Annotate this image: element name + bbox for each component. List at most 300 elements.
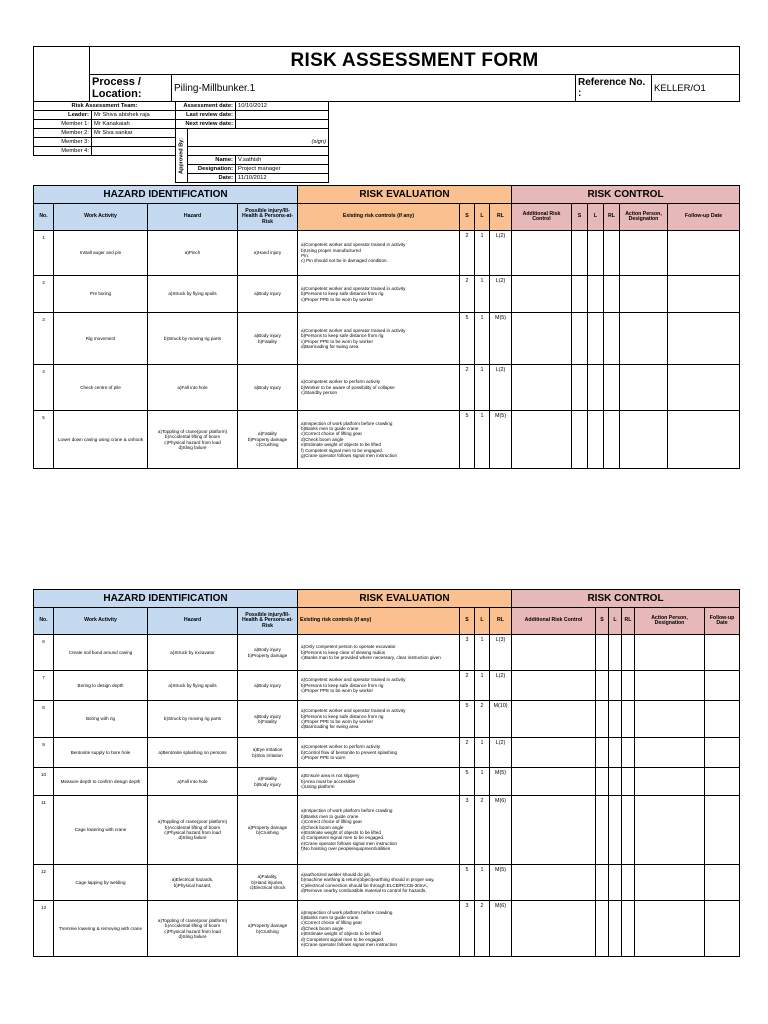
- table-row: [34, 635, 740, 671]
- control-item: b)Persons to keep safe distance from rig: [301, 682, 384, 688]
- control-item: c)Proper PPE to be worn by worker: [301, 338, 373, 344]
- hazard-line: d)Sling failure: [178, 835, 207, 841]
- hazard-line: c)Physical hazard from load: [164, 830, 221, 835]
- risk-control-empty-cell: [620, 313, 668, 365]
- table-row: [34, 365, 740, 411]
- risk-control-empty-cell: [609, 865, 622, 901]
- risk-control-empty-cell: [609, 901, 622, 957]
- member2-label: Member 2:: [34, 129, 92, 138]
- risk-control-empty-cell: [512, 738, 596, 768]
- risk-control-empty-cell: [596, 901, 609, 957]
- risk-control-empty-cell: [512, 701, 596, 738]
- control-item: a)Inspection of work platform before crawling: [301, 808, 393, 814]
- control-item: e)Estimate weight of objects to be lifted: [301, 830, 381, 835]
- risk-control-empty-cell: [512, 635, 596, 671]
- work-activity-cell: Measure depth to confirm design depth: [54, 768, 148, 796]
- hazard-cell: [148, 738, 238, 768]
- risk-control-empty-cell: [588, 313, 604, 365]
- work-activity-cell: Create soil bund around casing: [54, 635, 148, 671]
- table-row: [34, 768, 740, 796]
- injury-line: b)Fatality: [258, 338, 277, 344]
- control-item: e)Estimate weight of objects to be lifted: [301, 931, 381, 937]
- risk-control-empty-cell: [668, 276, 740, 313]
- control-item: d) Competent signal men to be engaged.: [301, 835, 385, 841]
- likelihood-cell: 2: [475, 901, 490, 957]
- risk-control-empty-cell: [596, 635, 609, 671]
- risk-control-empty-cell: [512, 313, 572, 365]
- injury-line: a)Fatality: [258, 776, 277, 782]
- risk-control-empty-cell: [705, 635, 740, 671]
- injury-line: b)Crushing: [256, 928, 279, 934]
- process-location-label: Process / Location:: [90, 75, 172, 102]
- injury-line: a)Fatality,: [257, 874, 278, 880]
- likelihood-cell: 2: [475, 701, 490, 738]
- member4-value: [92, 147, 176, 156]
- risk-level-cell: M(6): [490, 901, 512, 957]
- process-location-value: Piling-Millbunker.1: [172, 75, 576, 102]
- col-likelihood: L: [475, 204, 490, 231]
- risk-control-empty-cell: [512, 671, 596, 701]
- hazard-cell: [148, 796, 238, 865]
- hazard-identification-header: HAZARD IDENTIFICATION: [34, 186, 298, 204]
- risk-control-empty-cell: [609, 738, 622, 768]
- col-no: No.: [34, 204, 54, 231]
- risk-control-empty-cell: [512, 276, 572, 313]
- risk-control-empty-cell: [604, 231, 620, 276]
- leader-value: Mr Shiva abishek raja: [92, 111, 176, 120]
- table-row: [34, 411, 740, 469]
- control-item: e)Crane operator follows signal men instruction: [301, 840, 398, 846]
- table-row: [34, 901, 740, 957]
- risk-control-empty-cell: [588, 365, 604, 411]
- severity-cell: 2: [460, 231, 475, 276]
- hazard-line: a)Pinch: [184, 250, 201, 256]
- table-row: [34, 738, 740, 768]
- likelihood-cell: 1: [475, 635, 490, 671]
- control-item: a)Inspection of work platform before crawling: [301, 909, 393, 915]
- injury-cell: [238, 865, 298, 901]
- risk-control-empty-cell: [622, 671, 635, 701]
- control-item: a)Competent worker and operator trained in activity: [301, 285, 406, 291]
- injury-line: b)Skin irritation: [252, 752, 283, 758]
- injury-line: b)Fatality: [258, 719, 277, 724]
- member4-label: Member 4:: [34, 147, 92, 156]
- hazard-cell: [148, 635, 238, 671]
- row-number: 13: [34, 901, 54, 957]
- injury-line: b)Crushing: [256, 830, 279, 835]
- col-injury: Possible injury/Ill-Health & Persons-at-Risk: [238, 608, 298, 635]
- severity-cell: 3: [460, 796, 475, 865]
- injury-cell: [238, 701, 298, 738]
- existing-controls-cell: [298, 365, 460, 411]
- work-activity-cell: Boring to design depth: [54, 671, 148, 701]
- control-item: b)Banks men to guide crane: [301, 425, 359, 431]
- control-item: c)Correct choice of lifting gear: [301, 431, 363, 437]
- hazard-cell: [148, 768, 238, 796]
- severity-cell: 3: [460, 635, 475, 671]
- control-item: a)Competent worker and operator trained in activity: [301, 242, 406, 248]
- hazard-line: a)Toppling of crane(poor platform): [157, 428, 228, 434]
- row-number: 9: [34, 738, 54, 768]
- hazard-line: a)Struck by flying spoils: [168, 291, 217, 297]
- likelihood-cell: 1: [475, 313, 490, 365]
- col-existing-controls: Existing risk controls (if any): [298, 608, 460, 635]
- col-action-person: Action Person, Designation: [635, 608, 705, 635]
- injury-line: a)Body injury: [254, 333, 281, 339]
- existing-controls-cell: [298, 276, 460, 313]
- work-activity-cell: Rig movement: [54, 313, 148, 365]
- likelihood-cell: 1: [475, 231, 490, 276]
- injury-cell: [238, 411, 298, 469]
- hazard-line: d)Sling failure: [178, 933, 207, 939]
- row-number: 11: [34, 796, 54, 865]
- risk-evaluation-header: RISK EVALUATION: [298, 590, 512, 608]
- likelihood-cell: 2: [475, 796, 490, 865]
- col-work-activity: Work Activity: [54, 204, 148, 231]
- col-hazard: Hazard: [148, 204, 238, 231]
- hazard-line: a)Toppling of crane(poor platform): [157, 819, 228, 825]
- hazard-line: b)Accidental lifting of boom: [164, 434, 221, 440]
- risk-control-empty-cell: [596, 671, 609, 701]
- risk-control-empty-cell: [635, 635, 705, 671]
- risk-control-empty-cell: [705, 796, 740, 865]
- control-item: b)Banks men to guide crane: [301, 914, 359, 920]
- work-activity-cell: Pre boring: [54, 276, 148, 313]
- control-item: c)Banks man to be provided where necessary, clear instruction given: [301, 655, 441, 661]
- injury-cell: [238, 231, 298, 276]
- risk-control-empty-cell: [622, 635, 635, 671]
- col-followup-date: Follow-up Date: [668, 204, 740, 231]
- control-item: d)Check boom angle: [301, 824, 344, 830]
- header-blank-cell: [34, 75, 90, 102]
- row-number: 7: [34, 671, 54, 701]
- control-item: c)Using platform: [301, 784, 335, 790]
- risk-control-empty-cell: [588, 411, 604, 469]
- severity-cell: 2: [460, 365, 475, 411]
- hazard-cell: [148, 231, 238, 276]
- injury-line: a)Property damage: [247, 923, 288, 929]
- control-item: c)Standby person: [301, 390, 338, 396]
- col-control-severity: S: [572, 204, 588, 231]
- col-followup-date: Follow-up Date: [705, 608, 740, 635]
- risk-control-empty-cell: [622, 901, 635, 957]
- hazard-line: a)Fall into hole: [177, 778, 208, 784]
- control-item: c)Proper PPE to worn: [301, 755, 346, 761]
- likelihood-cell: 1: [475, 365, 490, 411]
- control-item: d)Check boom angle: [301, 925, 344, 931]
- row-number: 5: [34, 411, 54, 469]
- approver-name-label: Name:: [188, 156, 236, 165]
- risk-control-empty-cell: [635, 901, 705, 957]
- risk-control-empty-cell: [572, 411, 588, 469]
- risk-control-empty-cell: [705, 701, 740, 738]
- risk-control-empty-cell: [512, 411, 572, 469]
- col-control-risk-level: RL: [604, 204, 620, 231]
- control-item: d)Remove nearby combustible material to control for hazards,: [301, 887, 427, 893]
- risk-control-empty-cell: [668, 231, 740, 276]
- likelihood-cell: 1: [475, 411, 490, 469]
- col-additional-control: Additional Risk Control: [512, 204, 572, 231]
- work-activity-cell: Install auger and pin: [54, 231, 148, 276]
- control-item: d)Check boom angle: [301, 436, 344, 442]
- risk-control-empty-cell: [705, 738, 740, 768]
- likelihood-cell: 1: [475, 768, 490, 796]
- hazard-cell: [148, 411, 238, 469]
- form-title: RISK ASSESSMENT FORM: [90, 47, 740, 75]
- risk-rows-page1: [34, 231, 740, 469]
- hazard-line: a)Electrical hazards,: [171, 877, 214, 883]
- severity-cell: 5: [460, 411, 475, 469]
- work-activity-cell: Boring with rig: [54, 701, 148, 738]
- control-item: c)Proper PPE to be worn by worker: [301, 296, 373, 302]
- hazard-line: b)Accidental lifting of boom: [164, 824, 221, 830]
- control-item: Pin.: [301, 253, 309, 258]
- injury-line: a)Body injury: [254, 384, 281, 390]
- hazard-line: c)Physical hazard from load: [164, 928, 221, 934]
- risk-control-empty-cell: [596, 738, 609, 768]
- col-control-severity: S: [596, 608, 609, 635]
- next-review-value: [236, 120, 329, 129]
- injury-cell: [238, 768, 298, 796]
- hazard-cell: [148, 276, 238, 313]
- injury-cell: [238, 635, 298, 671]
- member3-label: Member 3:: [34, 138, 92, 147]
- risk-level-cell: L(2): [490, 365, 512, 411]
- existing-controls-cell: [298, 231, 460, 276]
- risk-control-empty-cell: [588, 231, 604, 276]
- member2-value: Mr Siva sankar: [92, 129, 176, 138]
- col-likelihood: L: [475, 608, 490, 635]
- risk-control-empty-cell: [635, 671, 705, 701]
- risk-control-empty-cell: [596, 865, 609, 901]
- col-additional-control: Additional Risk Control: [512, 608, 596, 635]
- injury-line: c)Crushing: [256, 442, 279, 448]
- control-item: b)Control flow of bentonite to prevent splashing: [301, 749, 398, 755]
- risk-control-empty-cell: [588, 276, 604, 313]
- risk-level-cell: L(3): [490, 635, 512, 671]
- control-item: g)Crane operator follows signal men instruction: [301, 453, 398, 459]
- severity-cell: 5: [460, 701, 475, 738]
- control-item: f)No hoisting over people/equipment/utilities: [301, 846, 391, 852]
- risk-level-cell: L(2): [490, 671, 512, 701]
- injury-line: b)Property damage: [247, 652, 288, 658]
- risk-control-empty-cell: [609, 635, 622, 671]
- risk-control-empty-cell: [512, 901, 596, 957]
- existing-controls-cell: [298, 768, 460, 796]
- row-number: 2: [34, 276, 54, 313]
- col-risk-level: RL: [490, 608, 512, 635]
- col-existing-controls: Existing risk controls (if any): [298, 204, 460, 231]
- risk-control-header: RISK CONTROL: [512, 186, 740, 204]
- control-item: b)Worker to be aware of possibility of collapse: [301, 384, 395, 390]
- risk-level-cell: M(6): [490, 796, 512, 865]
- risk-control-empty-cell: [635, 865, 705, 901]
- risk-control-empty-cell: [609, 796, 622, 865]
- hazard-line: b)Struck by moving rig parts: [163, 716, 222, 722]
- risk-control-header: RISK CONTROL: [512, 590, 740, 608]
- control-item: a)Competent worker and operator trained in activity: [301, 708, 406, 714]
- assessment-team-table: [33, 101, 329, 183]
- control-item: a)Competent worker to perform activity: [301, 379, 381, 385]
- member3-value: [92, 138, 176, 147]
- existing-controls-cell: [298, 738, 460, 768]
- hazard-line: a)Struck by flying spoils: [168, 682, 217, 688]
- col-injury: Possible injury/Ill-Health & Persons-at-Risk: [238, 204, 298, 231]
- work-activity-cell: Cage lowering with crane: [54, 796, 148, 865]
- injury-line: b)Property damage: [247, 436, 288, 442]
- col-control-likelihood: L: [588, 204, 604, 231]
- hazard-cell: [148, 701, 238, 738]
- injury-line: b)Hand injuries,: [251, 879, 284, 885]
- risk-control-empty-cell: [622, 768, 635, 796]
- control-item: a)Competent worker and operator trained in activity: [301, 677, 406, 683]
- risk-level-cell: M(10): [490, 701, 512, 738]
- next-review-label: Next review date:: [176, 120, 236, 129]
- existing-controls-cell: [298, 701, 460, 738]
- likelihood-cell: 1: [475, 865, 490, 901]
- control-item: a)Competent worker and operator trained in activity: [301, 327, 406, 333]
- risk-control-empty-cell: [572, 313, 588, 365]
- injury-line: b)Body injury: [254, 781, 281, 787]
- risk-control-empty-cell: [512, 365, 572, 411]
- risk-control-empty-cell: [512, 231, 572, 276]
- control-item: C)electrical connection should be through ELCB/RCCB-30mA,: [301, 882, 428, 888]
- injury-line: a)Body injury: [254, 291, 281, 297]
- col-control-risk-level: RL: [622, 608, 635, 635]
- control-item: d) Competent signal men to be engaged.: [301, 936, 385, 942]
- risk-control-empty-cell: [572, 365, 588, 411]
- last-review-value: [236, 111, 329, 120]
- hazard-line: b)Accidental lifting of boom: [164, 923, 221, 929]
- injury-line: a)Eye irritation: [252, 747, 283, 753]
- risk-control-empty-cell: [668, 411, 740, 469]
- risk-control-empty-cell: [572, 231, 588, 276]
- risk-evaluation-header: RISK EVALUATION: [298, 186, 512, 204]
- injury-line: a)Body injury: [254, 713, 281, 719]
- risk-control-empty-cell: [622, 738, 635, 768]
- severity-cell: 2: [460, 738, 475, 768]
- severity-cell: 5: [460, 313, 475, 365]
- injury-line: a)Body injury: [254, 682, 281, 688]
- table-row: [34, 276, 740, 313]
- risk-level-cell: M(5): [490, 411, 512, 469]
- risk-control-empty-cell: [622, 796, 635, 865]
- table-row: [34, 671, 740, 701]
- work-activity-cell: Tremmie lowering & removing with crane: [54, 901, 148, 957]
- risk-level-cell: L(2): [490, 738, 512, 768]
- risk-control-empty-cell: [635, 738, 705, 768]
- risk-table-page2: [33, 589, 740, 957]
- hazard-line: a)Toppling of crane(poor platform): [157, 917, 228, 923]
- hazard-line: d)Sling failure: [178, 444, 207, 450]
- table-row: [34, 313, 740, 365]
- risk-control-empty-cell: [635, 701, 705, 738]
- team-header: Risk Assessment Team:: [34, 102, 176, 111]
- sign-field: (sign): [188, 129, 329, 147]
- existing-controls-cell: [298, 796, 460, 865]
- risk-control-empty-cell: [622, 865, 635, 901]
- risk-rows-page2: [34, 635, 740, 957]
- control-item: d)Barricading for swing area: [301, 343, 359, 349]
- row-number: 8: [34, 701, 54, 738]
- control-item: a)authorized welder should do job,: [301, 871, 372, 877]
- injury-line: a)Body injury: [254, 647, 281, 653]
- existing-controls-cell: [298, 671, 460, 701]
- team-blank-area: [34, 156, 176, 183]
- row-number: 12: [34, 865, 54, 901]
- sign-space: [188, 147, 329, 156]
- risk-control-empty-cell: [620, 276, 668, 313]
- designation-value: Project manager: [236, 165, 329, 174]
- control-item: b)Banks men to guide crane: [301, 813, 359, 819]
- control-item: f) Competent signal men to be engaged.: [301, 447, 383, 453]
- risk-control-empty-cell: [705, 865, 740, 901]
- severity-cell: 3: [460, 901, 475, 957]
- control-item: b)Persons to keep safe distance from rig: [301, 333, 384, 339]
- col-control-likelihood: L: [609, 608, 622, 635]
- control-item: c)Proper PPE to be worn by worker: [301, 719, 373, 724]
- risk-level-cell: L(2): [490, 231, 512, 276]
- risk-control-empty-cell: [604, 276, 620, 313]
- risk-control-empty-cell: [622, 701, 635, 738]
- likelihood-cell: 1: [475, 671, 490, 701]
- injury-cell: [238, 671, 298, 701]
- assessment-date-value: 10/10/2012: [236, 102, 329, 111]
- risk-control-empty-cell: [635, 768, 705, 796]
- risk-control-empty-cell: [609, 768, 622, 796]
- control-item: c)Correct choice of lifting gear: [301, 920, 363, 926]
- existing-controls-cell: [298, 865, 460, 901]
- hazard-cell: [148, 901, 238, 957]
- severity-cell: 5: [460, 865, 475, 901]
- row-number: 3: [34, 313, 54, 365]
- hazard-line: b)Physical hazard,: [173, 882, 212, 888]
- last-review-label: Last review date:: [176, 111, 236, 120]
- risk-control-empty-cell: [705, 671, 740, 701]
- work-activity-cell: Lower down casing using crane & unhook: [54, 411, 148, 469]
- leader-label: Leader:: [34, 111, 92, 120]
- risk-table-page1: [33, 185, 740, 469]
- risk-control-empty-cell: [609, 701, 622, 738]
- control-item: d)Barricading for swing area: [301, 724, 359, 730]
- existing-controls-cell: [298, 635, 460, 671]
- hazard-cell: [148, 313, 238, 365]
- risk-control-empty-cell: [620, 231, 668, 276]
- row-number: 1: [34, 231, 54, 276]
- risk-control-empty-cell: [512, 796, 596, 865]
- likelihood-cell: 1: [475, 276, 490, 313]
- risk-control-empty-cell: [596, 768, 609, 796]
- reference-label: Reference No. :: [576, 75, 652, 102]
- col-no: No.: [34, 608, 54, 635]
- designation-label: Designation:: [188, 165, 236, 174]
- hazard-line: a)Struck by excavator: [170, 649, 215, 655]
- hazard-cell: [148, 865, 238, 901]
- risk-control-empty-cell: [705, 768, 740, 796]
- risk-control-empty-cell: [604, 411, 620, 469]
- injury-line: a)Fatality: [258, 431, 277, 437]
- hazard-line: a)Fall into hole: [177, 384, 208, 390]
- control-item: b)machine earthing & return(object)earthing should in proper way,: [301, 877, 435, 883]
- existing-controls-cell: [298, 411, 460, 469]
- control-item: a)Only competent person to operate excavator: [301, 644, 396, 650]
- hazard-identification-header: HAZARD IDENTIFICATION: [34, 590, 298, 608]
- work-activity-cell: Check centre of pile: [54, 365, 148, 411]
- approver-name-value: V.sathish: [236, 156, 329, 165]
- control-item: e)Crane operator follows signal men instruction: [301, 942, 398, 948]
- table-row: [34, 865, 740, 901]
- hazard-cell: [148, 671, 238, 701]
